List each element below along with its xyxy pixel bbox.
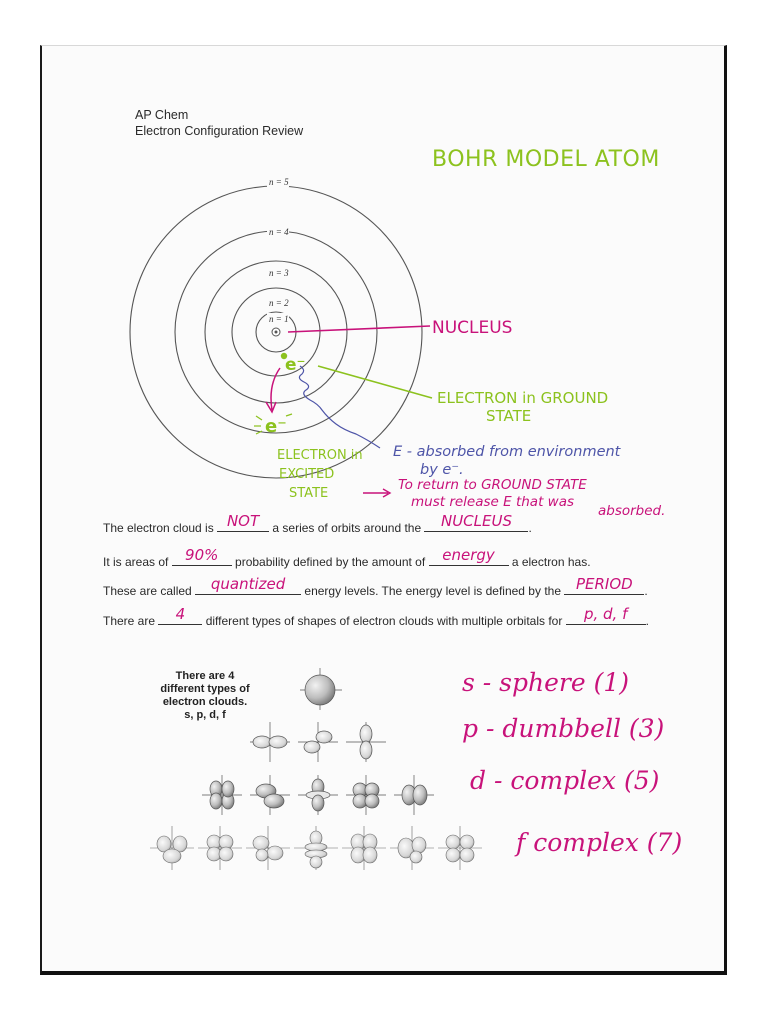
p-orbital-shapes [250, 722, 386, 762]
caption-line-1: There are 4 [175, 670, 235, 682]
answer-not: NOT [226, 512, 260, 530]
shell-label-n5: n = 5 [269, 177, 289, 187]
sentence-2-text-c: a electron has. [508, 555, 591, 569]
return-note-line3: absorbed. [598, 503, 666, 519]
sentence-4-text-b: different types of shapes of electron clouds with multiple orbitals for [202, 614, 566, 628]
sentence-3-text-a: These are called [103, 584, 196, 598]
course-title: AP Chem [135, 108, 189, 122]
ground-state-label-line2: STATE [486, 407, 532, 425]
shell-label-n1: n = 1 [269, 314, 289, 324]
sentence-2-text-a: It is areas of [103, 555, 172, 569]
sentence-3-text-b: energy levels. The energy level is defined by the [301, 584, 565, 598]
sentence-3-text-c: . [644, 584, 648, 598]
excited-state-label-line1: ELECTRON in [277, 448, 363, 463]
excited-electron-symbol: e⁻ [265, 416, 287, 437]
answer-percent: 90% [185, 546, 219, 564]
sentence-1-text-c: . [528, 521, 532, 535]
note-p-dumbbell: p - dumbbell (3) [462, 714, 665, 743]
answer-quantized: quantized [210, 575, 286, 593]
bohr-model-title: BOHR MODEL ATOM [432, 147, 660, 172]
answer-energy: energy [442, 546, 495, 564]
shell-label-n3: n = 3 [269, 268, 289, 278]
return-note-line1: To return to GROUND STATE [398, 477, 587, 493]
note-f-complex: f complex (7) [516, 828, 683, 857]
answer-pdf: p, d, f [583, 605, 628, 623]
excited-state-label-line2: EXCITED [279, 467, 335, 482]
answer-period: PERIOD [575, 575, 633, 593]
sentence-2-text-b: probability defined by the amount of [231, 555, 429, 569]
return-note-line2: must release E that was [411, 494, 575, 510]
f-orbital-shapes [150, 826, 482, 870]
shell-label-n4: n = 4 [269, 227, 289, 237]
sentence-4-text-a: There are [103, 614, 159, 628]
d-orbital-shapes [202, 775, 434, 815]
absorbed-energy-line1: E - absorbed from environment [393, 444, 621, 460]
sentence-4-text-c: . [645, 614, 650, 628]
nucleus-label: NUCLEUS [432, 318, 513, 338]
absorbed-energy-line2: by e⁻. [420, 462, 464, 478]
worksheet-title: Electron Configuration Review [135, 124, 304, 138]
note-d-complex: d - complex (5) [470, 766, 660, 795]
sentence-1-text-a: The electron cloud is [103, 521, 218, 535]
ground-state-label-line1: ELECTRON in GROUND [437, 389, 609, 407]
caption-line-4: s, p, d, f [184, 709, 226, 721]
shell-label-n2: n = 2 [269, 298, 289, 308]
ground-electron-symbol: e⁻ [285, 355, 306, 375]
caption-line-2: different types of [160, 683, 250, 695]
sentence-1-text-b: a series of orbits around the [269, 521, 425, 535]
caption-line-3: electron clouds. [162, 696, 248, 708]
excited-state-label-line3: STATE [289, 486, 329, 501]
answer-nucleus: NUCLEUS [440, 512, 512, 530]
note-s-sphere: s - sphere (1) [462, 668, 630, 697]
s-orbital-shape [300, 668, 342, 710]
answer-four: 4 [175, 605, 186, 623]
